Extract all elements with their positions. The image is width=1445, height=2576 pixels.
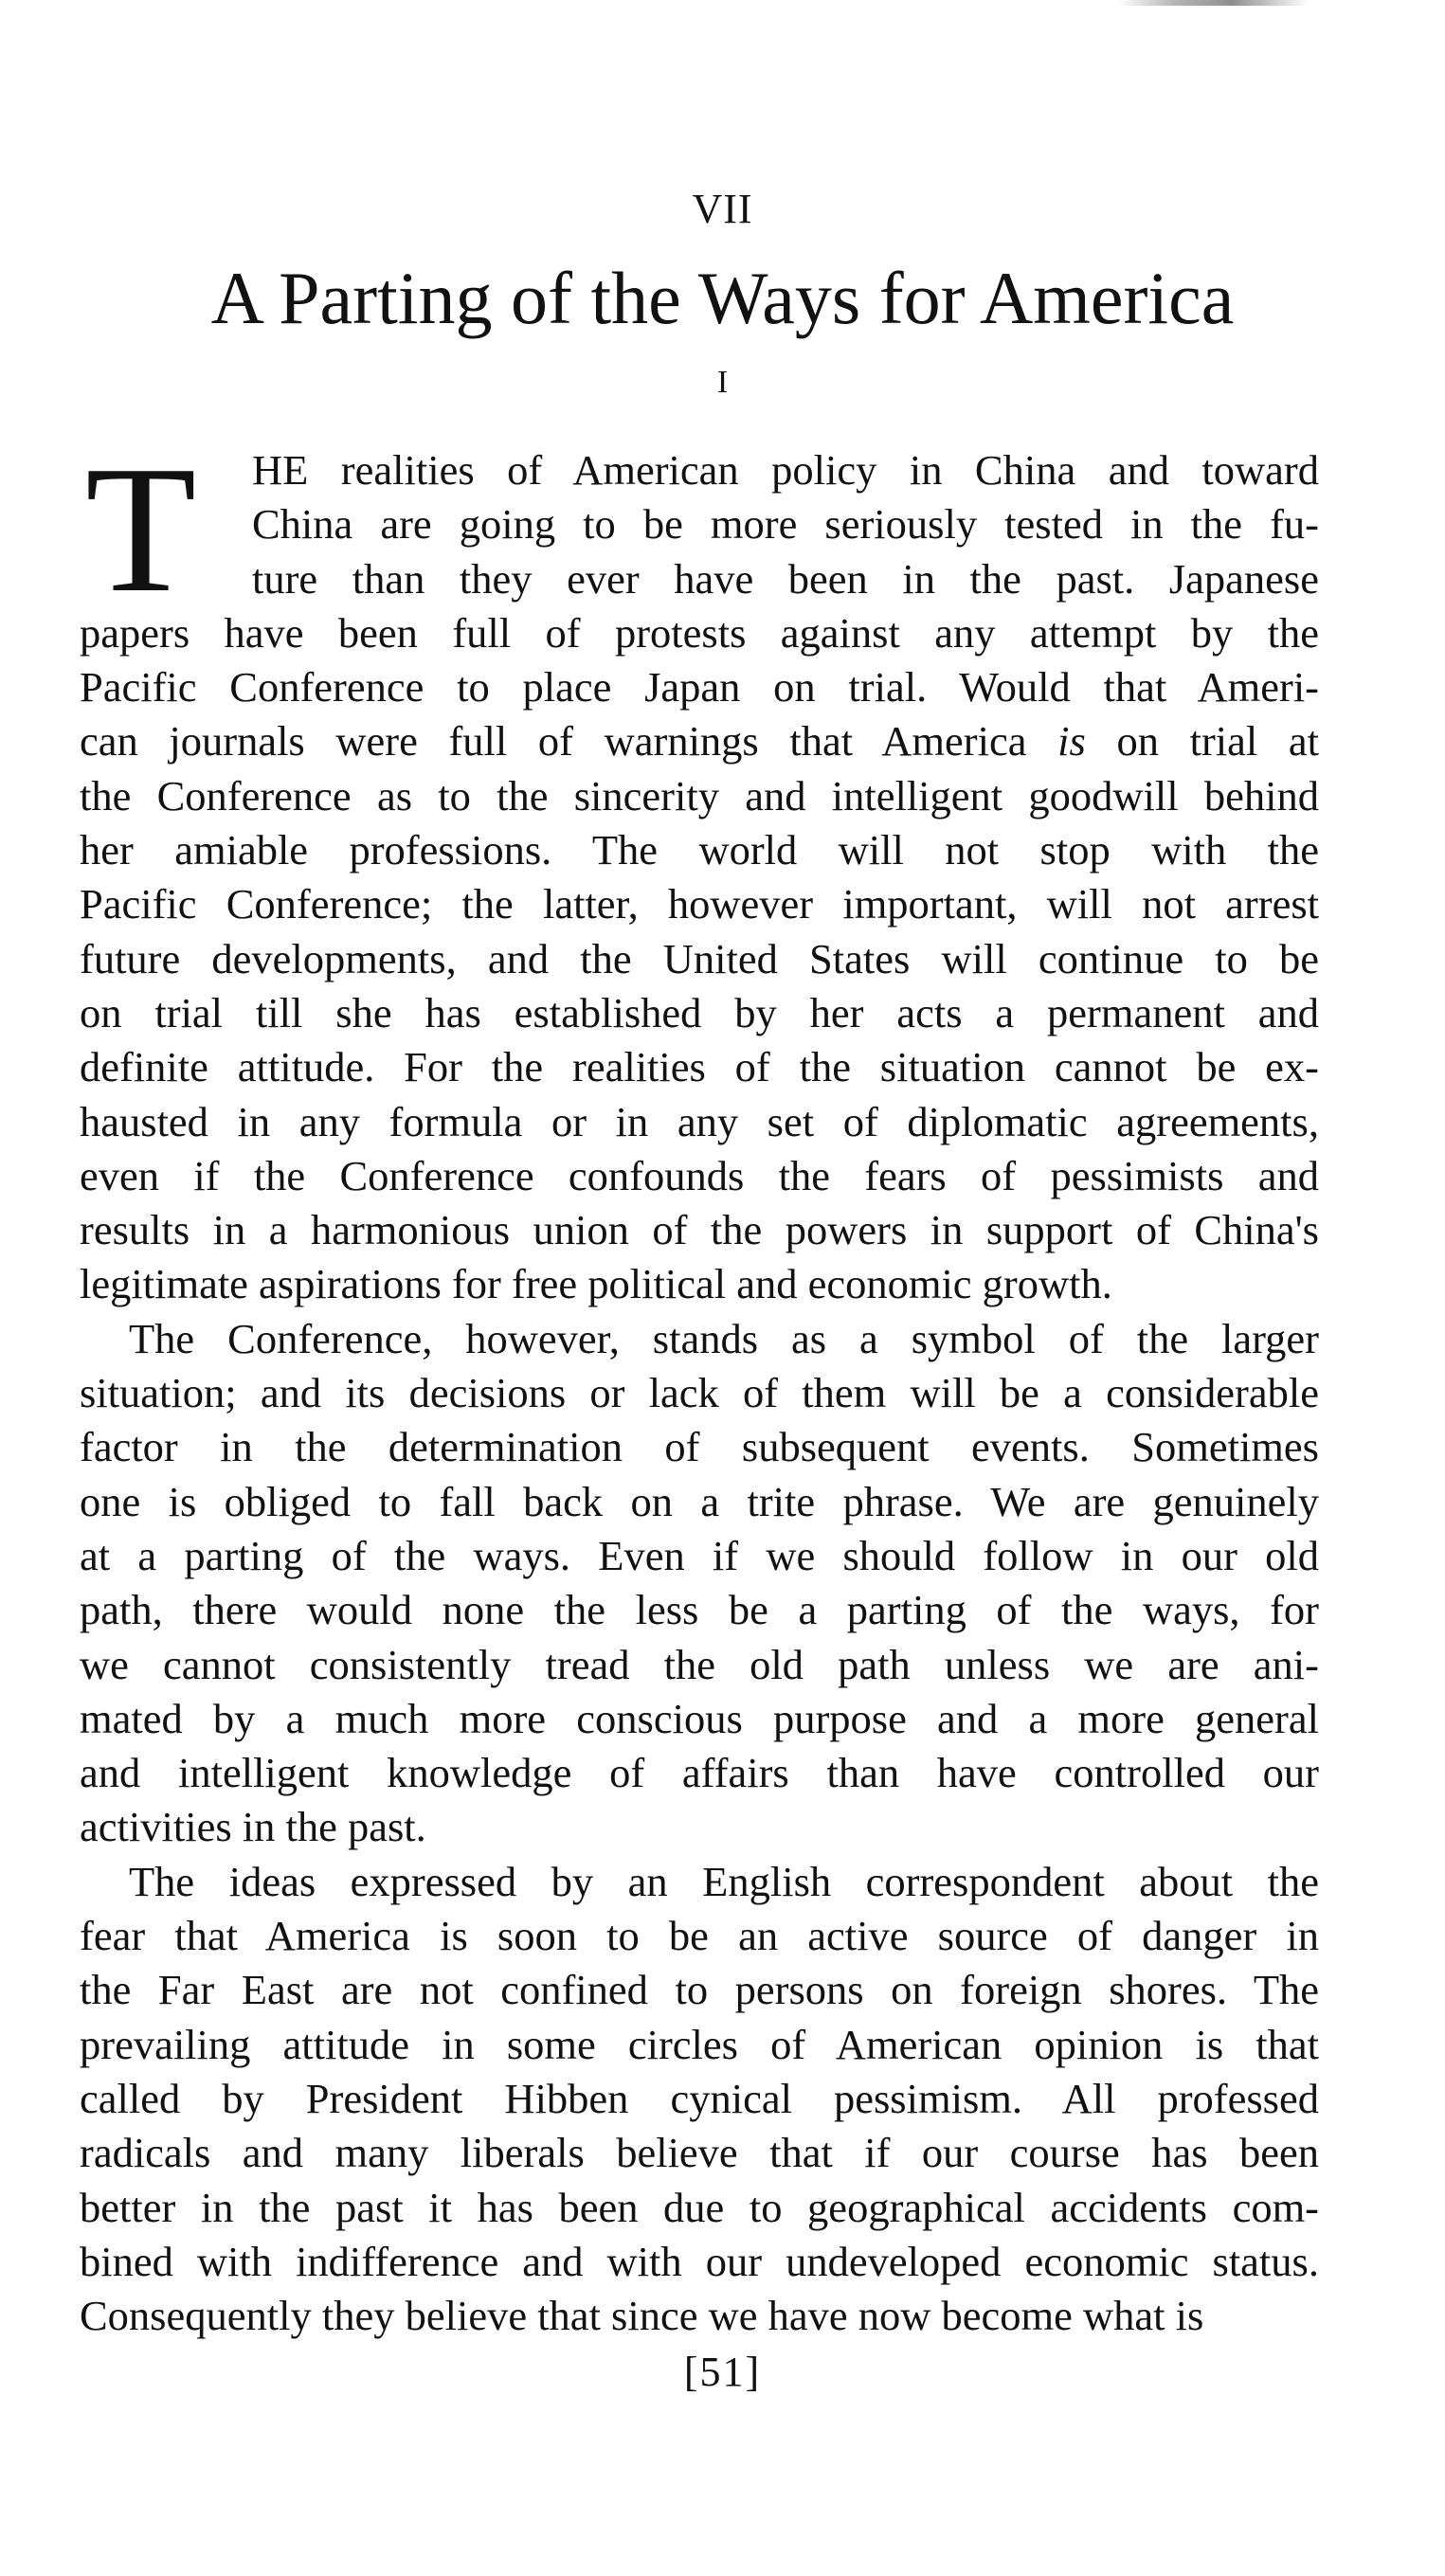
paragraph [80,1855,1319,2344]
chapter-number: VII [692,186,753,232]
text-line: The Conference, however, stands as a symbol of the larger [129,1314,1319,1362]
text-line: one is obliged to fall back on a trite phrase. We are genuinely [80,1477,1319,1525]
text-line: mated by a much more conscious purpose and a more general [80,1694,1319,1742]
text-line: path, there would none the less be a parting of the ways, for [80,1586,1319,1634]
text-line: at a parting of the ways. Even if we should follow in our old [80,1531,1319,1579]
text-line: bined with indifference and with our undeveloped economic status. [80,2237,1319,2285]
text-line: better in the past it has been due to geographical accidents com- [80,2183,1319,2231]
text-line: definite attitude. For the realities of the situation cannot be ex- [80,1043,1319,1091]
paragraph [80,1312,1319,1855]
section-number: I [716,365,729,400]
text-line: situation; and its decisions or lack of them will be a considerable [80,1369,1319,1417]
text-line: her amiable professions. The world will not stop with the [80,826,1319,874]
text-line: activities in the past. [80,1803,426,1851]
text-line: The ideas expressed by an English correspondent about the [129,1857,1319,1905]
text-line: Pacific Conference; the latter, however important, will not arrest [80,880,1319,928]
text-line: legitimate aspirations for free political and economic growth. [80,1260,1112,1308]
text-line: Pacific Conference to place Japan on trial. Would that Ameri- [80,663,1319,712]
text-line: on trial till she has established by her acts a permanent and [80,988,1319,1036]
text-line: the Conference as to the sincerity and intelligent goodwill behind [80,771,1319,820]
text-line: HE realities of American policy in China and toward [252,446,1319,494]
drop-cap: T [85,428,197,630]
text-line: China are going to be more seriously tested in the fu- [252,500,1319,549]
scan-artifact [1118,0,1308,6]
text-line: papers have been full of protests against any attempt by the [80,608,1319,657]
text-line: radicals and many liberals believe that if our course has been [80,2129,1319,2177]
page-number: [51] [683,2349,762,2395]
text-line: prevailing attitude in some circles of American opinion is that [80,2020,1319,2068]
text-line: Consequently they believe that since we have now become what is [80,2292,1204,2340]
chapter-title: A Parting of the Ways for America [210,257,1235,339]
text-line: factor in the determination of subsequent events. Sometimes [80,1423,1319,1471]
text-line: we cannot consistently tread the old path unless we are ani- [80,1640,1319,1688]
text-line: hausted in any formula or in any set of diplomatic agreements, [80,1097,1319,1145]
text-line: and intelligent knowledge of affairs than have controlled our [80,1749,1319,1797]
text-line: the Far East are not confined to persons on foreign shores. The [80,1966,1319,2014]
text-line: results in a harmonious union of the powers in support of China's [80,1206,1319,1254]
paragraph [80,428,1319,1312]
text-line: fear that America is soon to be an active source of danger in [80,1912,1319,1960]
text-line: can journals were full of warnings that America is on trial at [80,717,1319,766]
text-line: called by President Hibben cynical pessimism. All professed [80,2074,1319,2122]
body-text [80,428,1319,2343]
text-line: ture than they ever have been in the past. Japanese [252,554,1319,603]
text-line: even if the Conference confounds the fears of pessimists and [80,1151,1319,1199]
text-line: future developments, and the United States will continue to be [80,934,1319,982]
